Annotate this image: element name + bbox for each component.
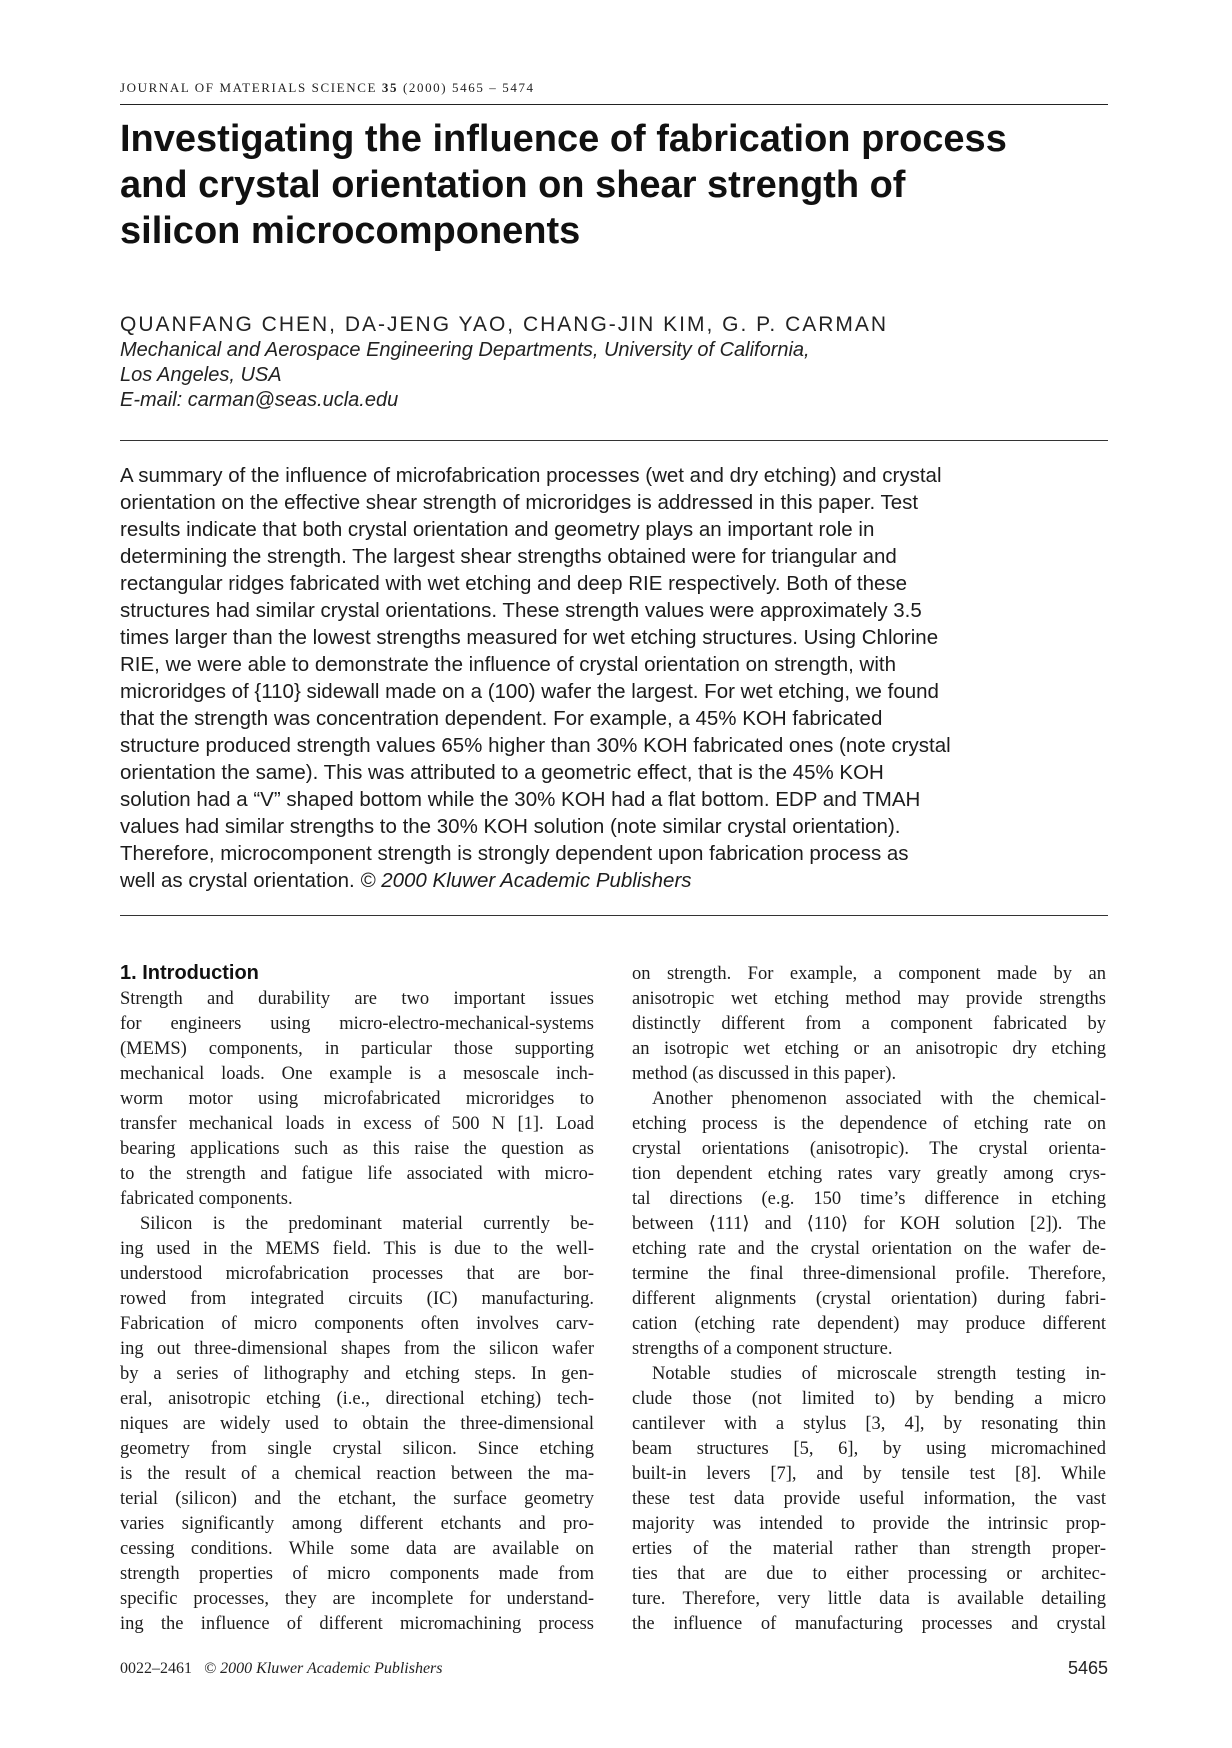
body-text-line: specific processes, they are incomplete for understand- — [120, 1589, 594, 1609]
body-text-line: (MEMS) components, in particular those supporting — [120, 1039, 594, 1059]
body-text-line: ing used in the MEMS field. This is due to the well- — [120, 1239, 594, 1259]
abstract-line: values had similar strengths to the 30% KOH solution (note similar crystal orientation). — [120, 815, 901, 838]
abstract-line: orientation on the effective shear strength of microridges is addressed in this paper. Test — [120, 491, 919, 514]
body-text-line: different alignments (crystal orientation) during fabri- — [632, 1289, 1106, 1309]
body-text-line: niques are widely used to obtain the three-dimensional — [120, 1414, 594, 1434]
abstract-line: RIE, we were able to demonstrate the influence of crystal orientation on strength, with — [120, 653, 896, 676]
divider-top — [120, 440, 1108, 441]
abstract-line: results indicate that both crystal orientation and geometry plays an important role in — [120, 518, 875, 541]
issn: 0022–2461 — [120, 1660, 192, 1677]
body-text-line: distinctly different from a component fabricated by — [632, 1014, 1106, 1034]
body-text-line: understood microfabrication processes that are bor- — [120, 1264, 594, 1284]
body-text-line: Another phenomenon associated with the chemical- — [652, 1089, 1106, 1109]
body-text-line: to the strength and fatigue life associated with micro- — [120, 1164, 594, 1184]
abstract-line: rectangular ridges fabricated with wet etching and deep RIE respectively. Both of these — [120, 572, 908, 595]
body-text-line: erties of the material rather than strength proper- — [632, 1539, 1106, 1559]
body-text-line: crystal orientations (anisotropic). The crystal orienta- — [632, 1139, 1106, 1159]
body-text-line: strengths of a component structure. — [632, 1339, 893, 1359]
body-text-line: clude those (not limited to) by bending a micro — [632, 1389, 1106, 1409]
body-text-line: strength properties of micro components made from — [120, 1564, 594, 1584]
body-text-line: tal directions (e.g. 150 time’s difference in etching — [632, 1189, 1106, 1209]
body-text-line: an isotropic wet etching or an anisotropic dry etching — [632, 1039, 1106, 1059]
abstract-line: times larger than the lowest strengths measured for wet etching structures. Using Chlorine — [120, 626, 939, 649]
body-text-line: Notable studies of microscale strength testing in- — [652, 1364, 1106, 1384]
title-line: silicon microcomponents — [120, 210, 581, 252]
body-text-line: cessing conditions. While some data are available on — [120, 1539, 594, 1559]
body-text-line: terial (silicon) and the etchant, the surface geometry — [120, 1489, 594, 1509]
body-text-line: ing out three-dimensional shapes from the silicon wafer — [120, 1339, 594, 1359]
body-text-line: these test data provide useful information, the vast — [632, 1489, 1106, 1509]
body-text-line: between ⟨111⟩ and ⟨110⟩ for KOH solution [2]). The — [632, 1214, 1106, 1234]
body-text-line: the influence of manufacturing processes and crystal — [632, 1614, 1106, 1634]
abstract-final-text: well as crystal orientation. — [120, 869, 355, 892]
body-text-line: geometry from single crystal silicon. Since etching — [120, 1439, 594, 1459]
body-text-line: method (as discussed in this paper). — [632, 1064, 897, 1084]
body-text-line: etching process is the dependence of etching rate on — [632, 1114, 1106, 1134]
body-text-line: on strength. For example, a component made by an — [632, 964, 1106, 984]
abstract — [120, 462, 1110, 894]
abstract-line — [120, 867, 1110, 894]
abstract-line: determining the strength. The largest shear strengths obtained were for triangular and — [120, 545, 897, 568]
body-text-line: anisotropic wet etching method may provide strengths — [632, 989, 1106, 1009]
body-text-line: ture. Therefore, very little data is available detailing — [632, 1589, 1106, 1609]
body-text-line: rowed from integrated circuits (IC) manufacturing. — [120, 1289, 594, 1309]
title-line: and crystal orientation on shear strength of — [120, 164, 906, 206]
body-text-line: bearing applications such as this raise the question as — [120, 1139, 594, 1159]
body-text-line: by a series of lithography and etching steps. In gen- — [120, 1364, 594, 1384]
body-text-line: ing the influence of different micromachining process — [120, 1614, 594, 1634]
abstract-line: A summary of the influence of microfabrication processes (wet and dry etching) and crystal — [120, 464, 942, 487]
body-text-line: worm motor using microfabricated microridges to — [120, 1089, 594, 1109]
abstract-line: that the strength was concentration dependent. For example, a 45% KOH fabricated — [120, 707, 883, 730]
running-head — [120, 80, 1108, 105]
body-text-line: cation (etching rate dependent) may produce different — [632, 1314, 1106, 1334]
section-heading: 1. Introduction — [120, 962, 259, 984]
abstract-line: microridges of {110} sidewall made on a (100) wafer the largest. For wet etching, we found — [120, 680, 939, 703]
page-number: 5465 — [1067, 1658, 1108, 1678]
affiliation — [120, 338, 1120, 413]
journal-year-pages: (2000) 5465 – 5474 — [402, 80, 535, 95]
right-column — [632, 962, 1106, 1637]
body-text-line: for engineers using micro-electro-mechanical-systems — [120, 1014, 594, 1034]
abstract-line: Therefore, microcomponent strength is strongly dependent upon fabrication process as — [120, 842, 909, 865]
body-text-line: eral, anisotropic etching (i.e., directional etching) tech- — [120, 1389, 594, 1409]
abstract-line: structure produced strength values 65% higher than 30% KOH fabricated ones (note crystal — [120, 734, 951, 757]
journal-volume: 35 — [381, 80, 399, 95]
footer-copyright: © 2000 Kluwer Academic Publishers — [204, 1660, 443, 1677]
author-list: QUANFANG CHEN, DA-JENG YAO, CHANG-JIN KIM, G. P. CARMAN — [120, 313, 889, 336]
divider-bottom — [120, 915, 1108, 916]
journal-name: JOURNAL OF MATERIALS SCIENCE — [120, 80, 378, 95]
email-line: E-mail: carman@seas.ucla.edu — [120, 389, 399, 411]
title-line: Investigating the influence of fabrication process — [120, 118, 1007, 160]
left-column — [120, 960, 594, 1637]
body-text-line: beam structures [5, 6], by using micromachined — [632, 1439, 1106, 1459]
body-text-line: transfer mechanical loads in excess of 500 N [1]. Load — [120, 1114, 594, 1134]
abstract-copyright: © 2000 Kluwer Academic Publishers — [360, 869, 692, 892]
abstract-line: solution had a “V” shaped bottom while the 30% KOH had a flat bottom. EDP and TMAH — [120, 788, 921, 811]
footer-issn-copyright — [120, 1660, 443, 1678]
body-text-line: varies significantly among different etchants and pro- — [120, 1514, 594, 1534]
body-text-line: Fabrication of micro components often involves carv- — [120, 1314, 594, 1334]
body-text-line: Strength and durability are two important issues — [120, 989, 594, 1009]
affiliation-line: Mechanical and Aerospace Engineering Departments, University of California, — [120, 339, 810, 361]
body-text-line: built-in levers [7], and by tensile test [8]. While — [632, 1464, 1106, 1484]
abstract-line: structures had similar crystal orientations. These strength values were approximately 3.5 — [120, 599, 922, 622]
body-text-line: termine the final three-dimensional profile. Therefore, — [632, 1264, 1106, 1284]
body-text-line: cantilever with a stylus [3, 4], by resonating thin — [632, 1414, 1106, 1434]
body-text-line: etching rate and the crystal orientation on the wafer de- — [632, 1239, 1106, 1259]
body-text-line: majority was intended to provide the intrinsic prop- — [632, 1514, 1106, 1534]
body-text-line: is the result of a chemical reaction between the ma- — [120, 1464, 594, 1484]
paper-title — [120, 116, 1120, 254]
affiliation-line: Los Angeles, USA — [120, 364, 282, 386]
body-text-line: tion dependent etching rates vary greatly among crys- — [632, 1164, 1106, 1184]
body-text-line: fabricated components. — [120, 1189, 293, 1209]
abstract-line: orientation the same). This was attributed to a geometric effect, that is the 45% KOH — [120, 761, 884, 784]
body-text-line: Silicon is the predominant material currently be- — [140, 1214, 594, 1234]
body-text-line: ties that are due to either processing or architec- — [632, 1564, 1106, 1584]
body-text-line: mechanical loads. One example is a mesoscale inch- — [120, 1064, 594, 1084]
